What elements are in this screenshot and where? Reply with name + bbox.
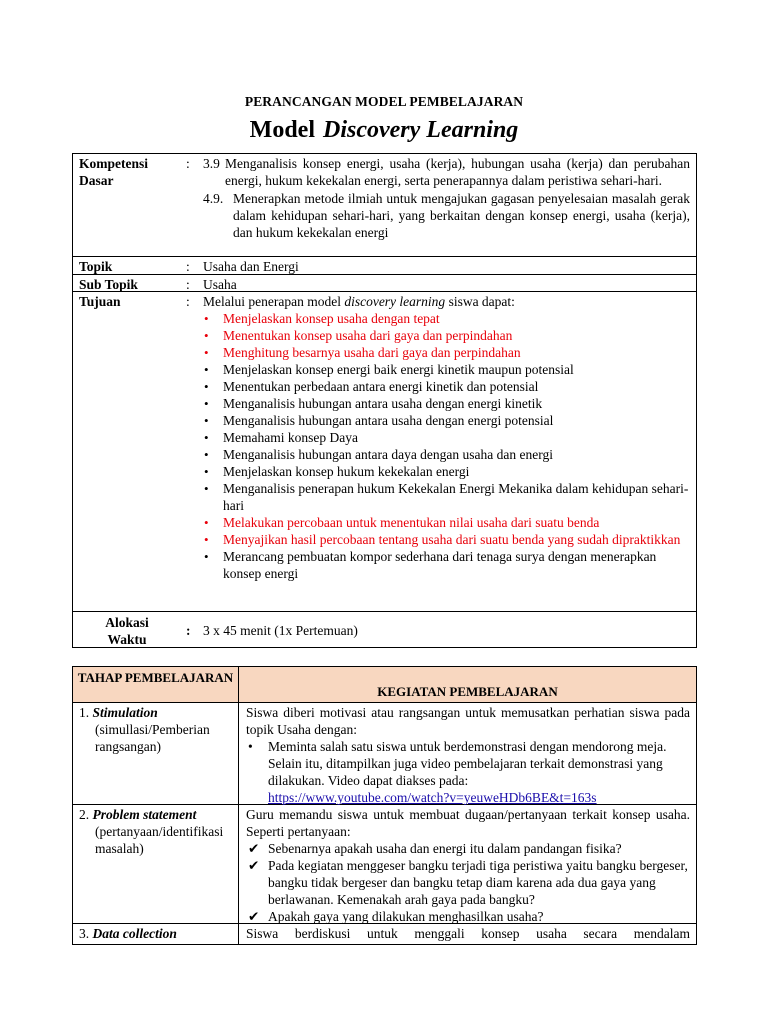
tujuan-item: • Menganalisis hubungan antara daya dengan usaha dan energi [204, 447, 554, 462]
stage-name: Stimulation [92, 705, 158, 720]
activity-text: Siswa berdiskusi untuk menggali konsep usaha secara mendalam [246, 926, 690, 941]
tujuan-item: • Melakukan percobaan untuk menentukan nilai usaha dari suatu benda [204, 515, 600, 530]
activity-text: Guru memandu siswa untuk membuat dugaan/pertanyaan terkait konsep usaha. Seperti pertanyaan: [246, 807, 690, 839]
bullet-icon: • [204, 345, 209, 360]
bullet-icon: • [204, 413, 209, 428]
bullet-icon: • [204, 362, 209, 377]
title-italic: Discovery Learning [323, 117, 519, 143]
row-alokasi-waktu: Alokasi Waktu : 3 x 45 menit (1x Pertemuan) [73, 612, 696, 647]
list-item: ✔ Sebenarnya apakah usaha dan energi itu dalam pandangan fisika? [248, 841, 622, 856]
stage-sub: (simullasi/Pemberian rangsangan) [95, 722, 210, 754]
tujuan-item: • Menjelaskan konsep hukum kekekalan energi [204, 464, 470, 479]
label-topik: Topik [79, 259, 113, 274]
bullet-icon: • [204, 430, 209, 445]
bullet-icon: • [204, 532, 209, 547]
table-row-data-collection: 3. Data collection Siswa berdiskusi untuk menggali konsep usaha secara mendalam [73, 924, 696, 944]
tujuan-item: • Menganalisis hubungan antara usaha dengan energi potensial [204, 413, 554, 428]
label-tujuan: Tujuan [79, 294, 121, 309]
check-icon: ✔ [248, 841, 260, 856]
bullet-icon: • [204, 481, 209, 496]
kd-item-3-9: 3.9 Menganalisis konsep energi, usaha (kerja), hubungan usaha (kerja) dan perubahan energi, hukum kekekalan energi, serta penerapannya dalam peristiwa sehari-hari. [203, 156, 690, 188]
tujuan-item: • Memahami konsep Daya [204, 430, 358, 445]
value-sub-topik: Usaha [203, 277, 237, 292]
bullet-icon: • [204, 549, 209, 564]
kd-item-4-9: 4.9. Menerapkan metode ilmiah untuk mengajukan gagasan penyelesaian masalah gerak dalam kehidupan sehari-hari, yang berkaitan dengan konsep energi, usaha (kerja), dan hukum kekekalan energi [203, 191, 690, 240]
lesson-info-table [72, 153, 697, 648]
bullet-icon: • [204, 447, 209, 462]
table-row-problem-statement: 2. Problem statement (pertanyaan/identifikasi masalah) Guru memandu siswa untuk membuat dugaan/pertanyaan terkait konsep usaha. Seperti pertanyaan: ✔ Sebenarnya apakah usaha dan energi itu dalam pandangan fisika? ✔ Pada kegiatan menggeser bangku terjadi tiga peristiwa yaitu bangku bergeser, bangku tidak bergeser dan bangku tetap diam karena ada dua gaya yang berlawanan. Kemenakah arah gaya pada bangku? ✔ Apakah gaya yang dilakukan menghasilkan usaha? [73, 805, 696, 924]
stage-name: Data collection [92, 926, 177, 941]
row-topik: Topik : Usaha dan Energi [73, 257, 696, 275]
header-stage: TAHAP PEMBELAJARAN [73, 667, 239, 702]
header-activity: KEGIATAN PEMBELAJARAN [377, 684, 558, 699]
bullet-icon: • [204, 396, 209, 411]
tujuan-item: • Menganalisis hubungan antara usaha dengan energi kinetik [204, 396, 543, 411]
tujuan-list [203, 310, 690, 582]
youtube-link[interactable]: https://www.youtube.com/watch?v=yeuweHDb6BE&t=163s [268, 790, 597, 805]
value-topik: Usaha dan Energi [203, 259, 299, 274]
bullet-icon: • [204, 311, 209, 326]
bullet-icon: • [248, 739, 253, 754]
table-row-stimulation: 1. Stimulation (simullasi/Pemberian rangsangan) Siswa diberi motivasi atau rangsangan untuk memusatkan perhatian siswa pada topik Usaha dengan: • Meminta salah satu siswa untuk berdemonstrasi dengan mendorong meja. Selain itu, ditampilkan juga video pembelajaran terkait demonstrasi yang dilakukan. Video dapat diakses pada: https://www.youtube.com/watch?v=yeuweHDb6BE&t=163s [73, 703, 696, 805]
list-item: • Meminta salah satu siswa untuk berdemonstrasi dengan mendorong meja. Selain itu, ditampilkan juga video pembelajaran terkait demonstrasi yang dilakukan. Video dapat diakses pada: https://www.youtube.com/watch?v=yeuweHDb6BE&t=163s [248, 739, 667, 805]
title-plain: Model [249, 117, 315, 143]
tujuan-item: • Menganalisis penerapan hukum Kekekalan Energi Mekanika dalam kehidupan sehari-hari [204, 481, 689, 513]
learning-activities-table [72, 666, 697, 945]
activity-checklist [246, 840, 690, 925]
tujuan-intro: Melalui penerapan model discovery learning siswa dapat: [203, 294, 515, 309]
label-alokasi-waktu: Alokasi Waktu [105, 615, 149, 647]
colon: : [186, 156, 190, 171]
activity-text: Siswa diberi motivasi atau rangsangan untuk memusatkan perhatian siswa pada topik Usaha dengan: [246, 705, 690, 737]
bullet-icon: • [204, 328, 209, 343]
list-item: ✔ Apakah gaya yang dilakukan menghasilkan usaha? [248, 909, 544, 924]
list-item: ✔ Pada kegiatan menggeser bangku terjadi tiga peristiwa yaitu bangku bergeser, bangku tidak bergeser dan bangku tetap diam karena ada dua gaya yang berlawanan. Kemenakah arah gaya pada bangku? [248, 858, 688, 907]
activity-bullets [246, 738, 690, 806]
bullet-icon: • [204, 464, 209, 479]
tujuan-item: • Merancang pembuatan kompor sederhana dari tenaga surya dengan menerapkan konsep energi [204, 549, 657, 581]
stage-sub: (pertanyaan/identifikasi masalah) [95, 824, 224, 856]
document-title [0, 117, 768, 144]
label-kompetensi-dasar: Kompetensi Dasar [79, 156, 148, 188]
table-header-row [73, 667, 696, 703]
label-sub-topik: Sub Topik [79, 277, 138, 292]
row-kompetensi-dasar [73, 154, 696, 257]
tujuan-item: • Menjelaskan konsep usaha dengan tepat [204, 311, 440, 326]
document-subtitle: PERANCANGAN MODEL PEMBELAJARAN [244, 94, 524, 109]
value-alokasi-waktu: 3 x 45 menit (1x Pertemuan) [203, 623, 358, 638]
tujuan-item: • Menentukan perbedaan antara energi kinetik dan potensial [204, 379, 539, 394]
check-icon: ✔ [248, 858, 260, 873]
tujuan-item: • Menyajikan hasil percobaan tentang usaha dari suatu benda yang sudah dipraktikkan [204, 532, 681, 547]
stage-name: Problem statement [92, 807, 197, 822]
check-icon: ✔ [248, 909, 260, 924]
tujuan-item: • Menjelaskan konsep energi baik energi kinetik maupun potensial [204, 362, 574, 377]
tujuan-item: • Menentukan konsep usaha dari gaya dan perpindahan [204, 328, 513, 343]
bullet-icon: • [204, 515, 209, 530]
row-tujuan: Tujuan : Melalui penerapan model discovery learning siswa dapat: • Menjelaskan konsep usaha dengan tepat • Menentukan konsep usaha dari gaya dan perpindahan • Menghitung besarnya usaha dari gaya dan perpindahan • Menjelaskan konsep energi baik energi kinetik maupun potensial • Menentukan perbedaan antara energi kinetik dan potensial • Menganalisis hubungan antara usaha dengan energi kinetik • Menganalisis hubungan antara usaha dengan energi potensial • Memahami konsep Daya • Menganalisis hubungan antara daya dengan usaha dan energi • Menjelaskan konsep hukum kekekalan energi • Menganalisis penerapan hukum Kekekalan Energi Mekanika dalam kehidupan sehari-hari • Melakukan percobaan untuk menentukan nilai usaha dari suatu benda • Menyajikan hasil percobaan tentang usaha dari suatu benda yang sudah dipraktikkan • Merancang pembuatan kompor sederhana dari tenaga surya dengan menerapkan konsep energi [73, 292, 696, 612]
row-sub-topik: Sub Topik : Usaha [73, 275, 696, 292]
bullet-icon: • [204, 379, 209, 394]
tujuan-item: • Menghitung besarnya usaha dari gaya dan perpindahan [204, 345, 521, 360]
